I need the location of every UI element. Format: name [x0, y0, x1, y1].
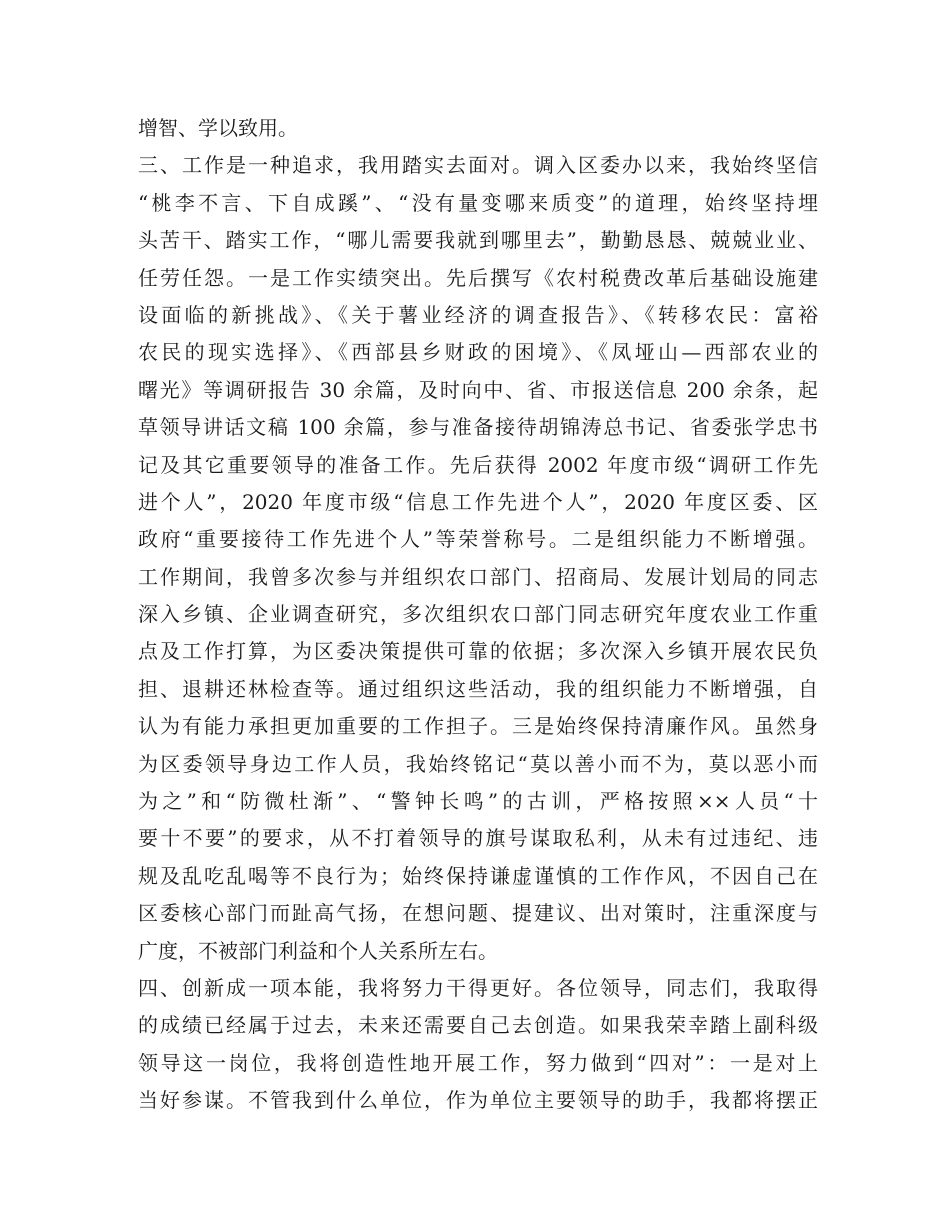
- text-line: 三、工作是一种追求，我用踏实去面对。调入区委办以来，我始终坚信: [138, 153, 818, 178]
- text-line: 头苦干、踏实工作，“哪儿需要我就到哪里去”，勤勤恳恳、兢兢业业、: [138, 228, 818, 253]
- text-line: 规及乱吃乱喝等不良行为；始终保持谦虚谨慎的工作作风，不因自己在: [138, 863, 818, 888]
- text-line: 领导这一岗位，我将创造性地开展工作，努力做到“四对”：一是对上: [138, 1050, 818, 1075]
- text-line: 进个人”，2020 年度市级“信息工作先进个人”，2020 年度区委、区: [138, 489, 818, 514]
- text-line: 的成绩已经属于过去，未来还需要自己去创造。如果我荣幸踏上副科级: [138, 1013, 818, 1038]
- body-text: [138, 110, 818, 1120]
- text-line: 工作期间，我曾多次参与并组织农口部门、招商局、发展计划局的同志: [138, 564, 818, 589]
- text-line: 为之”和“防微杜渐”、“警钟长鸣”的古训，严格按照××人员“十: [138, 789, 818, 814]
- text-line: 四、创新成一项本能，我将努力干得更好。各位领导，同志们，我取得: [138, 975, 818, 1000]
- text-line: 设面临的新挑战》、《关于薯业经济的调查报告》、《转移农民：富裕: [138, 302, 818, 327]
- text-line: 政府“重要接待工作先进个人”等荣誉称号。二是组织能力不断增强。: [138, 527, 818, 552]
- text-line: 要十不要”的要求，从不打着领导的旗号谋取私利，从未有过违纪、违: [138, 826, 818, 851]
- text-line: “桃李不言、下自成蹊”、“没有量变哪来质变”的道理，始终坚持埋: [138, 190, 818, 215]
- text-line: 记及其它重要领导的准备工作。先后获得 2002 年度市级“调研工作先: [138, 452, 818, 477]
- text-line: 为区委领导身边工作人员，我始终铭记“莫以善小而不为，莫以恶小而: [138, 751, 818, 776]
- text-line: 广度，不被部门利益和个人关系所左右。: [138, 938, 498, 963]
- text-line: 增智、学以致用。: [138, 116, 298, 140]
- text-line: 任劳任怨。一是工作实绩突出。先后撰写《农村税费改革后基础设施建: [138, 265, 818, 290]
- text-line: 草领导讲话文稿 100 余篇，参与准备接待胡锦涛总书记、省委张学忠书: [138, 415, 818, 440]
- text-line: 曙光》等调研报告 30 余篇，及时向中、省、市报送信息 200 余条，起: [138, 377, 818, 402]
- text-line: 担、退耕还林检查等。通过组织这些活动，我的组织能力不断增强，自: [138, 676, 818, 701]
- text-line: 点及工作打算，为区委决策提供可靠的依据；多次深入乡镇开展农民负: [138, 639, 818, 664]
- text-line: 区委核心部门而趾高气扬，在想问题、提建议、出对策时，注重深度与: [138, 901, 818, 926]
- text-line: 深入乡镇、企业调查研究，多次组织农口部门同志研究年度农业工作重: [138, 602, 818, 627]
- text-line: 认为有能力承担更加重要的工作担子。三是始终保持清廉作风。虽然身: [138, 714, 818, 739]
- text-line: 当好参谋。不管我到什么单位，作为单位主要领导的助手，我都将摆正: [138, 1088, 818, 1113]
- text-line: 农民的现实选择》、《西部县乡财政的困境》、《凤垭山—西部农业的: [138, 340, 818, 365]
